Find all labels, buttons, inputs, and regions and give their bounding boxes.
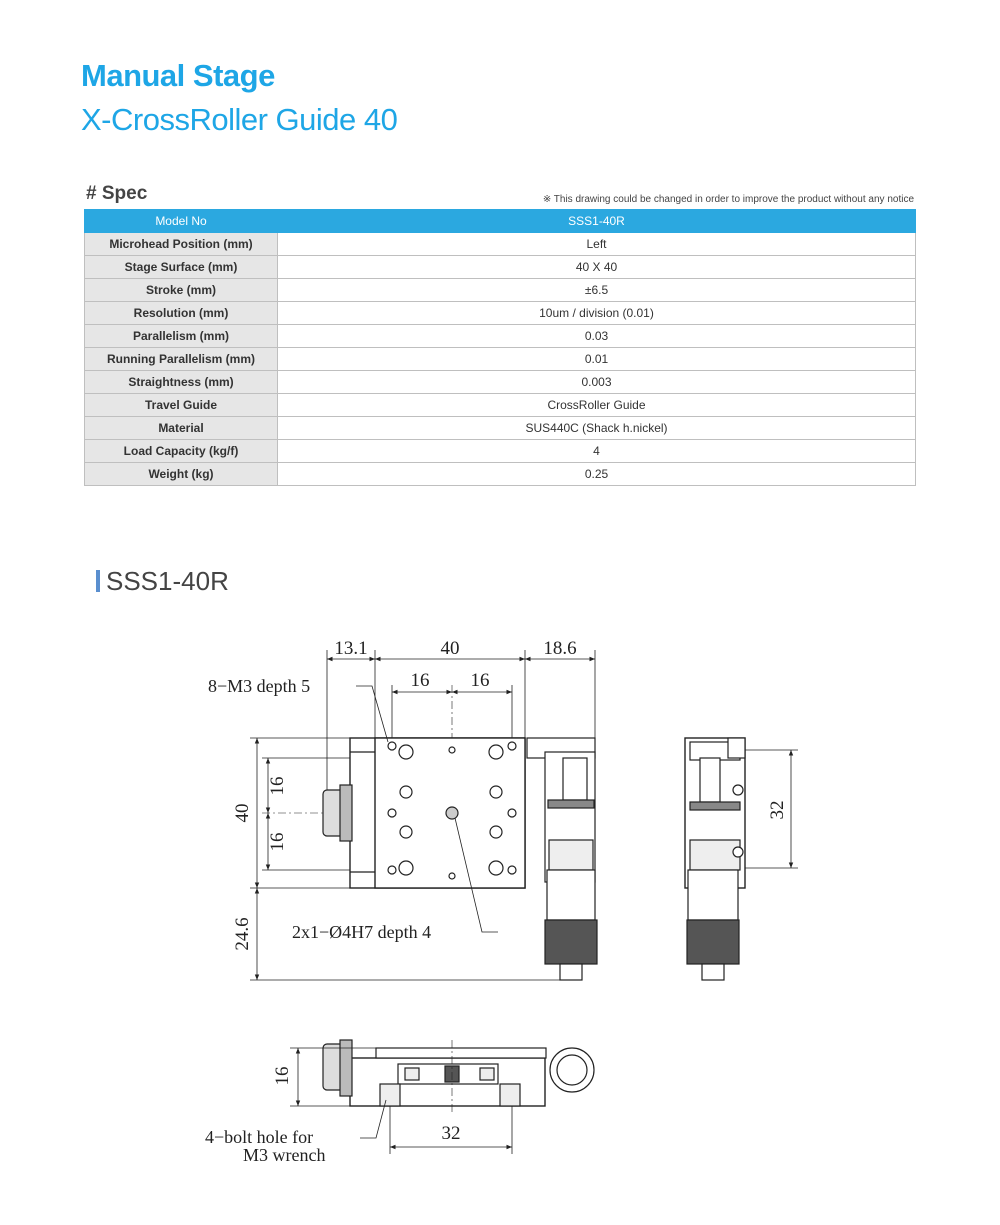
dim-16-lower: 16 — [267, 832, 288, 852]
spec-label: Microhead Position (mm) — [85, 233, 278, 256]
dim-16-left: 16 — [410, 670, 430, 691]
spec-value: 0.03 — [278, 325, 916, 348]
page-subtitle: X-CrossRoller Guide 40 — [81, 102, 398, 137]
dim-13-1: 13.1 — [334, 638, 368, 659]
spec-label: Travel Guide — [85, 394, 278, 417]
pin-note: 2x1−Ø4H7 depth 4 — [292, 922, 432, 942]
spec-label: Stroke (mm) — [85, 279, 278, 302]
spec-header-value: SSS1-40R — [278, 210, 916, 233]
dim-18-6: 18.6 — [543, 638, 577, 659]
spec-value: ±6.5 — [278, 279, 916, 302]
page-title: Manual Stage — [81, 58, 275, 93]
section-title-text: SSS1-40R — [106, 566, 229, 596]
spec-label: Parallelism (mm) — [85, 325, 278, 348]
spec-label: Resolution (mm) — [85, 302, 278, 325]
dim-32-side: 32 — [767, 800, 788, 820]
tap-note: 8−M3 depth 5 — [208, 676, 311, 696]
spec-label: Running Parallelism (mm) — [85, 348, 278, 371]
spec-value: CrossRoller Guide — [278, 394, 916, 417]
spec-header-label: Model No — [85, 210, 278, 233]
spec-label: Weight (kg) — [85, 463, 278, 486]
spec-label: Material — [85, 417, 278, 440]
dim-16-right: 16 — [470, 670, 490, 691]
spec-value: 0.25 — [278, 463, 916, 486]
dim-16-front: 16 — [272, 1066, 293, 1086]
dim-40-left: 40 — [232, 803, 253, 823]
spec-value: 10um / division (0.01) — [278, 302, 916, 325]
bolt-note-line2: M3 wrench — [243, 1145, 326, 1165]
bolt-note-line1: 4−bolt hole for — [205, 1127, 314, 1147]
notice-text: ※ This drawing could be changed in order to improve the product without any notice — [542, 194, 914, 205]
spec-value: 0.003 — [278, 371, 916, 394]
spec-label: Straightness (mm) — [85, 371, 278, 394]
spec-label: Load Capacity (kg/f) — [85, 440, 278, 463]
spec-label: Stage Surface (mm) — [85, 256, 278, 279]
spec-value: 4 — [278, 440, 916, 463]
spec-value: 40 X 40 — [278, 256, 916, 279]
dim-32-front: 32 — [441, 1123, 461, 1144]
spec-heading: # Spec — [86, 183, 148, 204]
dim-40-top: 40 — [440, 638, 460, 659]
spec-value: Left — [278, 233, 916, 256]
side-view — [685, 738, 798, 980]
spec-value: 0.01 — [278, 348, 916, 371]
dim-24-6: 24.6 — [232, 917, 253, 951]
dim-16-upper: 16 — [267, 776, 288, 796]
spec-value: SUS440C (Shack h.nickel) — [278, 417, 916, 440]
